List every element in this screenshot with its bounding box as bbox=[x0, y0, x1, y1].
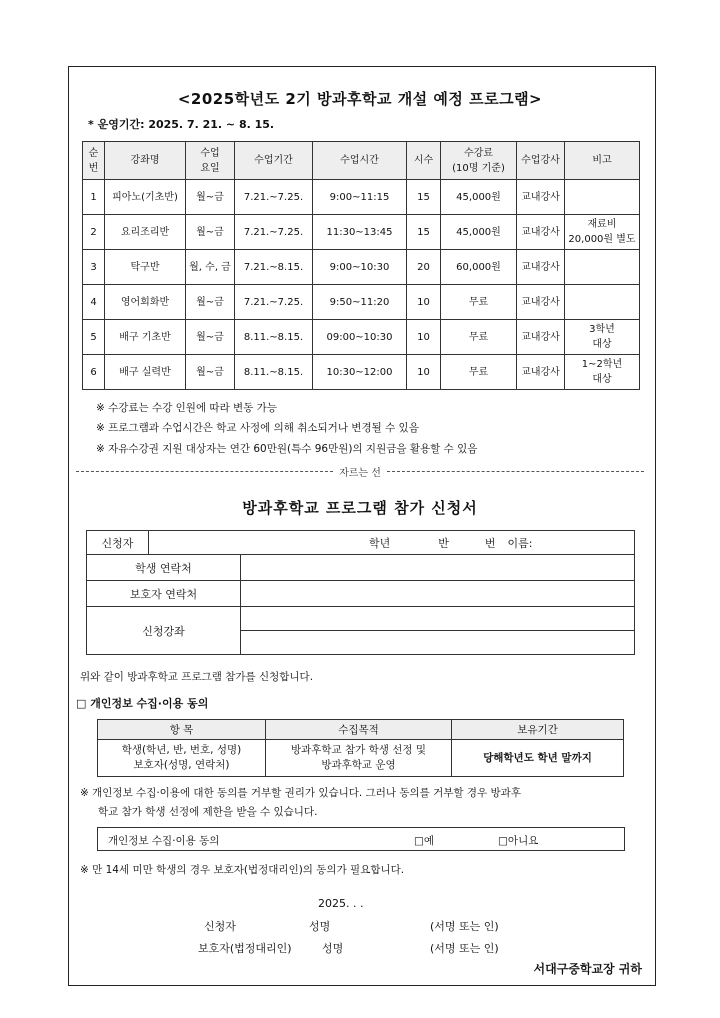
consent-label: 개인정보 수집·이용 동의 bbox=[108, 835, 220, 847]
header-day: 수업 요일 bbox=[186, 142, 235, 180]
application-table bbox=[86, 530, 635, 655]
header-hours: 시수 bbox=[407, 142, 441, 180]
courses-row bbox=[87, 607, 635, 631]
cell-hours: 20 bbox=[407, 250, 441, 285]
cell-course: 탁구반 bbox=[105, 250, 186, 285]
cell-day: 월, 수, 금 bbox=[186, 250, 235, 285]
cell-no: 5 bbox=[83, 320, 105, 355]
refuse-note-line-2: 학교 참가 학생 선정에 제한을 받을 수 있습니다. bbox=[98, 806, 318, 818]
table-row bbox=[83, 180, 640, 215]
cut-dash-left bbox=[76, 471, 333, 472]
cell-day: 월~금 bbox=[186, 215, 235, 250]
guardian-sign-hint: (서명 또는 인) bbox=[430, 942, 499, 955]
privacy-purpose: 방과후학교 참가 학생 선정 및 방과후학교 운영 bbox=[266, 740, 452, 777]
cell-time: 9:50~11:20 bbox=[313, 285, 407, 320]
cell-note bbox=[565, 250, 640, 285]
guardian-name-label: 성명 bbox=[322, 942, 344, 955]
guardian-contact-row bbox=[87, 581, 635, 607]
cell-fee: 45,000원 bbox=[441, 215, 517, 250]
note-schedule-change: ※ 프로그램과 수업시간은 학교 사정에 의해 취소되거나 변경될 수 있음 bbox=[96, 422, 419, 434]
cell-day: 월~금 bbox=[186, 355, 235, 390]
table-row bbox=[83, 285, 640, 320]
student-contact-row bbox=[87, 555, 635, 581]
applicant-name-label: 성명 bbox=[309, 920, 331, 933]
cut-dash-right bbox=[387, 471, 644, 472]
cell-period: 8.11.~8.15. bbox=[235, 355, 313, 390]
addressee: 서대구중학교장 귀하 bbox=[533, 962, 642, 976]
table-row bbox=[83, 250, 640, 285]
schedule-table bbox=[82, 141, 640, 390]
cell-teacher: 교내강사 bbox=[517, 355, 565, 390]
consent-box bbox=[97, 827, 625, 851]
table-row bbox=[83, 355, 640, 390]
cell-hours: 10 bbox=[407, 355, 441, 390]
cell-hours: 10 bbox=[407, 285, 441, 320]
guardian-sign-label: 보호자(법정대리인) bbox=[198, 942, 292, 955]
page-title: <2025학년도 2기 방과후학교 개설 예정 프로그램> bbox=[177, 90, 543, 108]
signature-date: 2025. . . bbox=[318, 897, 364, 910]
header-teacher: 수업강사 bbox=[517, 142, 565, 180]
cell-fee: 60,000원 bbox=[441, 250, 517, 285]
courses-label: 신청강좌 bbox=[87, 607, 241, 655]
cell-note: 재료비 20,000원 별도 bbox=[565, 215, 640, 250]
cell-time: 11:30~13:45 bbox=[313, 215, 407, 250]
cell-time: 10:30~12:00 bbox=[313, 355, 407, 390]
course-field-2[interactable] bbox=[241, 631, 635, 655]
cell-teacher: 교내강사 bbox=[517, 320, 565, 355]
cell-hours: 10 bbox=[407, 320, 441, 355]
applicant-label: 신청자 bbox=[87, 531, 149, 555]
cell-period: 7.21.~7.25. bbox=[235, 285, 313, 320]
cell-course: 피아노(기초반) bbox=[105, 180, 186, 215]
privacy-header-purpose: 수집목적 bbox=[266, 720, 452, 740]
cell-time: 9:00~10:30 bbox=[313, 250, 407, 285]
header-no: 순 번 bbox=[83, 142, 105, 180]
privacy-retention: 당해학년도 학년 말까지 bbox=[452, 740, 624, 777]
cell-day: 월~금 bbox=[186, 320, 235, 355]
header-course: 강좌명 bbox=[105, 142, 186, 180]
cell-day: 월~금 bbox=[186, 285, 235, 320]
cell-day: 월~금 bbox=[186, 180, 235, 215]
cell-hours: 15 bbox=[407, 215, 441, 250]
cell-fee: 무료 bbox=[441, 320, 517, 355]
cell-no: 1 bbox=[83, 180, 105, 215]
table-row bbox=[83, 215, 640, 250]
cell-period: 7.21.~8.15. bbox=[235, 250, 313, 285]
applicant-sign-hint: (서명 또는 인) bbox=[430, 920, 499, 933]
applicant-sign-label: 신청자 bbox=[204, 920, 236, 933]
cell-course: 영어회화반 bbox=[105, 285, 186, 320]
header-time: 수업시간 bbox=[313, 142, 407, 180]
cell-fee: 무료 bbox=[441, 285, 517, 320]
note-fee: ※ 수강료는 수강 인원에 따라 변동 가능 bbox=[96, 402, 277, 414]
cell-course: 요리조리반 bbox=[105, 215, 186, 250]
header-note: 비고 bbox=[565, 142, 640, 180]
application-title: 방과후학교 프로그램 참가 신청서 bbox=[242, 499, 478, 517]
guardian-contact-field[interactable] bbox=[241, 581, 635, 607]
cell-course: 배구 기초반 bbox=[105, 320, 186, 355]
privacy-row bbox=[98, 740, 624, 777]
cell-note bbox=[565, 180, 640, 215]
minor-note: ※ 만 14세 미만 학생의 경우 보호자(법정대리인)의 동의가 필요합니다. bbox=[80, 864, 405, 876]
refuse-note-line-1: ※ 개인정보 수집·이용에 대한 동의를 거부할 권리가 있습니다. 그러나 동의를 거부할 경우 방과후 bbox=[80, 787, 521, 799]
cut-line bbox=[76, 464, 644, 479]
course-field-1[interactable] bbox=[241, 607, 635, 631]
privacy-header-row bbox=[98, 720, 624, 740]
cell-note: 1~2학년 대상 bbox=[565, 355, 640, 390]
header-period: 수업기간 bbox=[235, 142, 313, 180]
privacy-header-item: 항 목 bbox=[98, 720, 266, 740]
cell-note bbox=[565, 285, 640, 320]
cell-hours: 15 bbox=[407, 180, 441, 215]
cell-teacher: 교내강사 bbox=[517, 180, 565, 215]
privacy-header-retention: 보유기간 bbox=[452, 720, 624, 740]
cell-teacher: 교내강사 bbox=[517, 250, 565, 285]
guardian-contact-label: 보호자 연락처 bbox=[87, 581, 241, 607]
privacy-item: 학생(학년, 반, 번호, 성명) 보호자(성명, 연락처) bbox=[98, 740, 266, 777]
applicant-info-field[interactable]: 학년 반 번 이름: bbox=[149, 531, 635, 555]
table-row bbox=[83, 320, 640, 355]
cell-no: 4 bbox=[83, 285, 105, 320]
privacy-heading: □ 개인정보 수집·이용 동의 bbox=[76, 697, 209, 710]
cell-fee: 무료 bbox=[441, 355, 517, 390]
cell-period: 8.11.~8.15. bbox=[235, 320, 313, 355]
student-contact-field[interactable] bbox=[241, 555, 635, 581]
operation-period: * 운영기간: 2025. 7. 21. ~ 8. 15. bbox=[88, 118, 275, 131]
cell-teacher: 교내강사 bbox=[517, 285, 565, 320]
cut-line-label: 자르는 선 bbox=[339, 468, 381, 479]
cell-fee: 45,000원 bbox=[441, 180, 517, 215]
cell-period: 7.21.~7.25. bbox=[235, 180, 313, 215]
cell-period: 7.21.~7.25. bbox=[235, 215, 313, 250]
cell-note: 3학년 대상 bbox=[565, 320, 640, 355]
note-voucher: ※ 자유수강권 지원 대상자는 연간 60만원(특수 96만원)의 지원금을 활용할 수 있음 bbox=[96, 443, 478, 455]
student-contact-label: 학생 연락처 bbox=[87, 555, 241, 581]
cell-time: 09:00~10:30 bbox=[313, 320, 407, 355]
cell-teacher: 교내강사 bbox=[517, 215, 565, 250]
cell-no: 3 bbox=[83, 250, 105, 285]
schedule-header-row bbox=[83, 142, 640, 180]
applicant-row bbox=[87, 531, 635, 555]
cell-course: 배구 실력반 bbox=[105, 355, 186, 390]
header-fee: 수강료 (10명 기준) bbox=[441, 142, 517, 180]
application-confirm: 위와 같이 방과후학교 프로그램 참가를 신청합니다. bbox=[80, 671, 314, 683]
cell-no: 2 bbox=[83, 215, 105, 250]
cell-no: 6 bbox=[83, 355, 105, 390]
cell-time: 9:00~11:15 bbox=[313, 180, 407, 215]
consent-no-checkbox[interactable]: □아니요 bbox=[498, 835, 539, 847]
consent-yes-checkbox[interactable]: □예 bbox=[414, 835, 435, 847]
privacy-table bbox=[97, 719, 624, 777]
